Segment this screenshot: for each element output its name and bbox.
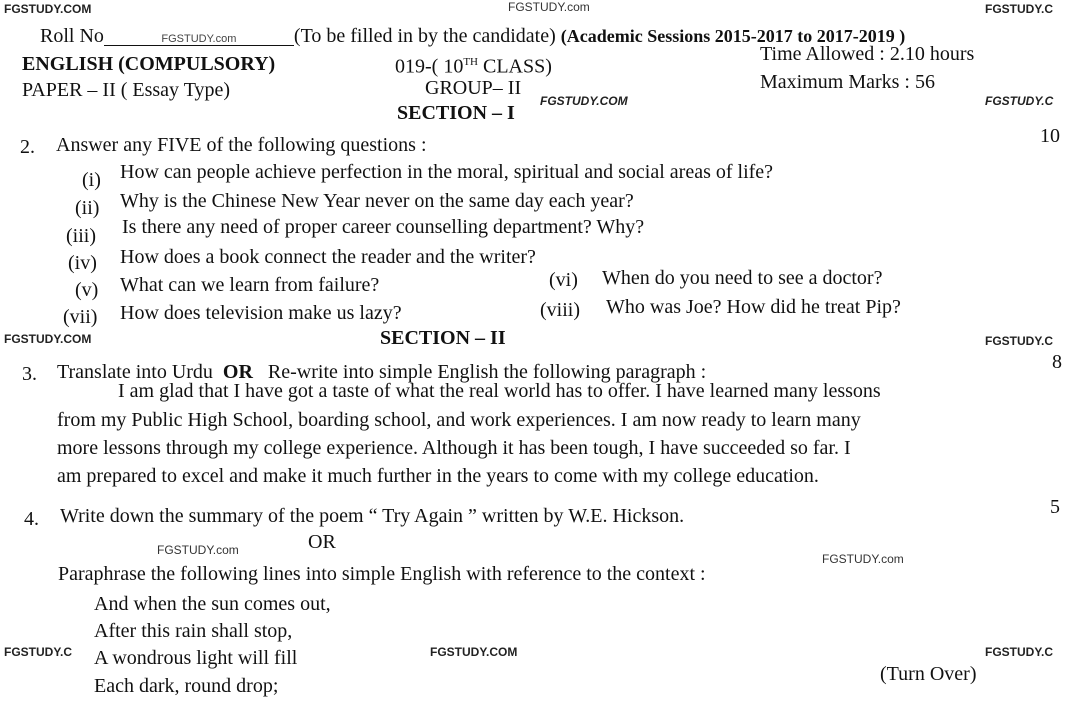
q3-text-b: Re-write into simple English the following paragraph : xyxy=(267,361,707,383)
question-num: (vi) xyxy=(549,269,578,291)
academic-sessions: (Academic Sessions 2015-2017 to 2017-2019 ) xyxy=(560,26,906,46)
watermark: FGSTUDY.C xyxy=(985,94,1054,108)
q4-paraphrase: Paraphrase the following lines into simple English with reference to the context : xyxy=(58,563,706,585)
q3-number: 3. xyxy=(22,363,37,385)
q4-number: 4. xyxy=(24,508,39,530)
poem-line: Each dark, round drop; xyxy=(94,675,279,697)
class-label xyxy=(395,50,552,79)
question-text: How can people achieve perfection in the moral, spiritual and social areas of life? xyxy=(120,161,774,183)
q4-text: Write down the summary of the poem “ Try Again ” written by W.E. Hickson. xyxy=(60,505,685,527)
section-2-title: SECTION – II xyxy=(380,327,506,349)
q2-instruction: Answer any FIVE of the following questions : xyxy=(56,134,427,156)
question-text: Who was Joe? How did he treat Pip? xyxy=(606,296,901,318)
class-sup: TH xyxy=(463,56,478,68)
question-text: When do you need to see a doctor? xyxy=(602,267,883,289)
paragraph-line: am prepared to excel and make it much further in the years to come with my college education. xyxy=(57,465,819,487)
time-allowed: Time Allowed : 2.10 hours xyxy=(760,43,975,65)
section-1-title: SECTION – I xyxy=(397,102,515,124)
question-num: (i) xyxy=(82,169,101,191)
fill-note: (To be filled in by the candidate) xyxy=(293,25,556,47)
poem-line: And when the sun comes out, xyxy=(94,593,331,615)
roll-no-blank: FGSTUDY.com xyxy=(104,27,294,46)
question-text: How does television make us lazy? xyxy=(120,302,402,324)
question-text: Why is the Chinese New Year never on the same day each year? xyxy=(120,190,634,212)
paragraph-line: from my Public High School, boarding school, and work experiences. I am now ready to learn many xyxy=(57,409,861,431)
paragraph-line: I am glad that I have got a taste of what the real world has to offer. I have learned many lessons xyxy=(118,380,881,402)
watermark: FGSTUDY.com xyxy=(157,543,239,557)
q4-marks: 5 xyxy=(1050,496,1060,518)
watermark: FGSTUDY.com xyxy=(508,0,590,14)
watermark: FGSTUDY.COM xyxy=(4,2,92,16)
q4-or: OR xyxy=(308,531,336,553)
question-text: How does a book connect the reader and the writer? xyxy=(120,246,536,268)
q3-text-a: Translate into Urdu xyxy=(57,361,213,383)
watermark: FGSTUDY.C xyxy=(985,334,1054,348)
paragraph-line: more lessons through my college experience. Although it has been tough, I have succeeded so far. I xyxy=(57,437,851,459)
question-num: (v) xyxy=(75,279,99,301)
poem-line: A wondrous light will fill xyxy=(94,647,298,669)
watermark: FGSTUDY.C xyxy=(4,645,73,659)
question-text: Is there any need of proper career counselling department? Why? xyxy=(122,216,645,238)
watermark: FGSTUDY.COM xyxy=(4,332,92,346)
group-label: GROUP– II xyxy=(425,77,522,99)
watermark: FGSTUDY.C xyxy=(985,645,1054,659)
max-marks: Maximum Marks : 56 xyxy=(760,71,935,93)
q2-marks: 10 xyxy=(1040,125,1060,147)
class-prefix: 019-( 10 xyxy=(395,55,464,78)
watermark: FGSTUDY.C xyxy=(985,2,1054,16)
watermark: FGSTUDY.COM xyxy=(540,94,628,108)
roll-no-label: Roll No xyxy=(40,25,104,47)
question-num: (viii) xyxy=(540,299,580,321)
question-num: (iii) xyxy=(66,225,96,247)
poem-line: After this rain shall stop, xyxy=(94,620,293,642)
subject-title: ENGLISH (COMPULSORY) xyxy=(22,53,276,75)
watermark: FGSTUDY.com xyxy=(822,552,904,566)
question-num: (vii) xyxy=(63,306,98,328)
watermark: FGSTUDY.COM xyxy=(430,645,518,659)
q3-or: OR xyxy=(222,361,253,383)
q2-number: 2. xyxy=(20,136,35,158)
question-text: What can we learn from failure? xyxy=(120,274,380,296)
question-num: (ii) xyxy=(75,197,100,219)
paper-label: PAPER – II ( Essay Type) xyxy=(22,79,231,101)
class-suffix: CLASS) xyxy=(478,55,552,78)
q3-marks: 8 xyxy=(1052,351,1062,373)
question-num: (iv) xyxy=(68,252,97,274)
turn-over: (Turn Over) xyxy=(880,663,977,685)
